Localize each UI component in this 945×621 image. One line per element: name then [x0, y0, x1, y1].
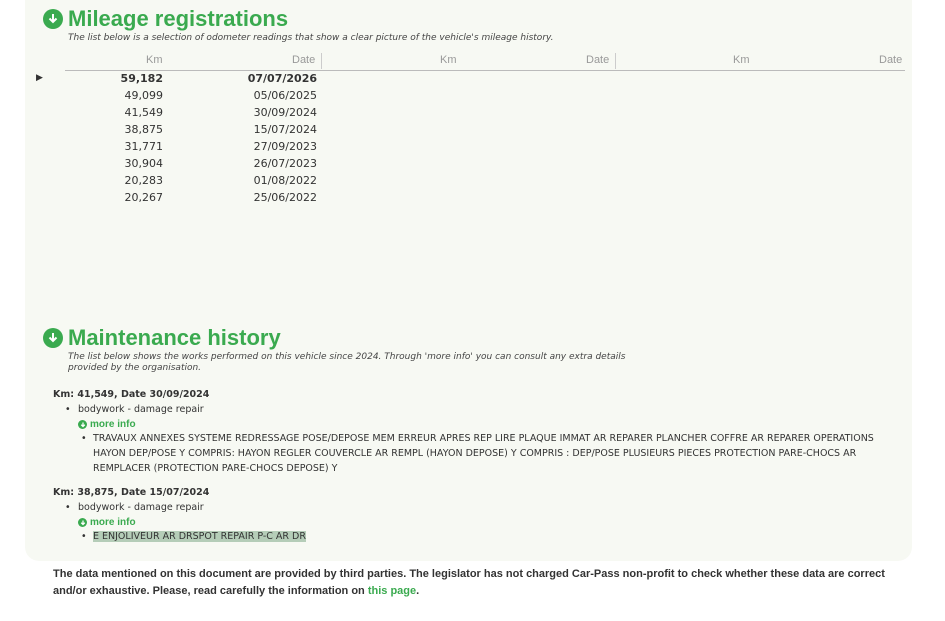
maintenance-title-text: Maintenance history: [68, 325, 281, 350]
mileage-km: 20,267: [124, 191, 163, 204]
more-info-link[interactable]: [78, 419, 136, 430]
circle-arrow-down-icon: [78, 420, 87, 429]
mileage-km: 20,283: [124, 174, 163, 187]
col-date-3: Date: [879, 54, 903, 66]
mileage-km: 49,099: [124, 89, 163, 102]
circle-arrow-down-icon: [43, 328, 63, 348]
mileage-date: 26/07/2023: [253, 157, 317, 170]
mileage-km: 31,771: [124, 140, 163, 153]
maintenance-detail: • TRAVAUX ANNEXES SYSTEME REDRESSAGE POSE/DEPOSE MEM ERREUR APRES REP LIRE PLAQUE IMMAT AR REPARER PLANCHER COFFRE AR REPARER OPERATIONS HAYON DEP/POSE Y COMPRIS: HAYON REGLER COUVERCLE AR REMPL (HAYON DEPOSE) Y COMPRIS : DEP/POSE PLUSIEURS PIECES PROTECTION PARE-CHOCS AR REMPLACER (PROTECTION PARE-CHOCS DEPOSE) Y: [81, 433, 874, 474]
maintenance-entry-header: Km: 41,549, Date 30/09/2024: [53, 389, 210, 400]
disclaimer: [53, 566, 893, 600]
disclaimer-end: .: [416, 585, 420, 597]
maintenance-entry-header: Km: 38,875, Date 15/07/2024: [53, 487, 210, 498]
mileage-km: 59,182: [120, 72, 163, 85]
col-date-1: Date: [292, 54, 316, 66]
maintenance-work-item: • bodywork - damage repair: [65, 404, 204, 415]
maintenance-work-text: bodywork - damage repair: [78, 502, 204, 513]
mileage-date: 07/07/2026: [247, 72, 317, 85]
maintenance-subtitle-line: provided by the organisation.: [68, 363, 202, 373]
mileage-km: 41,549: [124, 106, 163, 119]
col-divider: [615, 53, 616, 69]
this-page-link[interactable]: this page: [367, 585, 417, 597]
triangle-right-icon: ▶: [36, 73, 43, 83]
mileage-date: 30/09/2024: [253, 106, 317, 119]
mileage-title-text: Mileage registrations: [68, 6, 289, 31]
mileage-subtitle: The list below is a selection of odometer readings that show a clear picture of the vehicle's mileage history.: [68, 33, 554, 43]
mileage-km: 38,875: [124, 123, 163, 136]
mileage-km: 30,904: [124, 157, 163, 170]
mileage-section-title: [43, 6, 288, 32]
maintenance-work-text: bodywork - damage repair: [78, 404, 204, 415]
maintenance-detail-text: TRAVAUX ANNEXES SYSTEME REDRESSAGE POSE/DEPOSE MEM ERREUR APRES REP LIRE PLAQUE IMMAT AR REPARER PLANCHER COFFRE AR REPARER OPERATIONS HAYON DEP/POSE Y COMPRIS: HAYON REGLER COUVERCLE AR REMPL (HAYON DEPOSE) Y COMPRIS : DEP/POSE PLUSIEURS PIECES PROTECTION PARE-CHOCS AR REMPLACER (PROTECTION PARE-CHOCS DEPOSE) Y: [93, 433, 874, 474]
col-km-2: Km: [440, 54, 457, 66]
mileage-date: 05/06/2025: [253, 89, 317, 102]
mileage-date: 25/06/2022: [253, 191, 317, 204]
col-km-1: Km: [146, 54, 163, 66]
more-info-label: more info: [90, 517, 136, 528]
maintenance-detail-text: E ENJOLIVEUR AR DRSPOT REPAIR P-C AR DR: [93, 531, 306, 542]
more-info-link[interactable]: [78, 517, 136, 528]
circle-arrow-down-icon: [43, 9, 63, 29]
col-km-3: Km: [733, 54, 750, 66]
maintenance-detail: • E ENJOLIVEUR AR DRSPOT REPAIR P-C AR DR: [81, 531, 306, 542]
mileage-date: 01/08/2022: [253, 174, 317, 187]
col-divider: [321, 53, 322, 69]
maintenance-subtitle-line: The list below shows the works performed on this vehicle since 2024. Through 'more info' you can consult any extra details: [68, 352, 626, 362]
maintenance-section-title: [43, 325, 281, 351]
disclaimer-text: The data mentioned on this document are provided by third parties. The legislator has not charged Car-Pass non-profit to check whether these data are correct and/or exhaustive. Please, read carefully the information on: [53, 568, 885, 597]
circle-arrow-down-icon: [78, 518, 87, 527]
more-info-label: more info: [90, 419, 136, 430]
maintenance-work-item: • bodywork - damage repair: [65, 502, 204, 513]
mileage-date: 15/07/2024: [253, 123, 317, 136]
maintenance-subtitle: [68, 352, 625, 374]
table-header-rule: [65, 70, 905, 71]
col-date-2: Date: [586, 54, 610, 66]
mileage-date: 27/09/2023: [253, 140, 317, 153]
